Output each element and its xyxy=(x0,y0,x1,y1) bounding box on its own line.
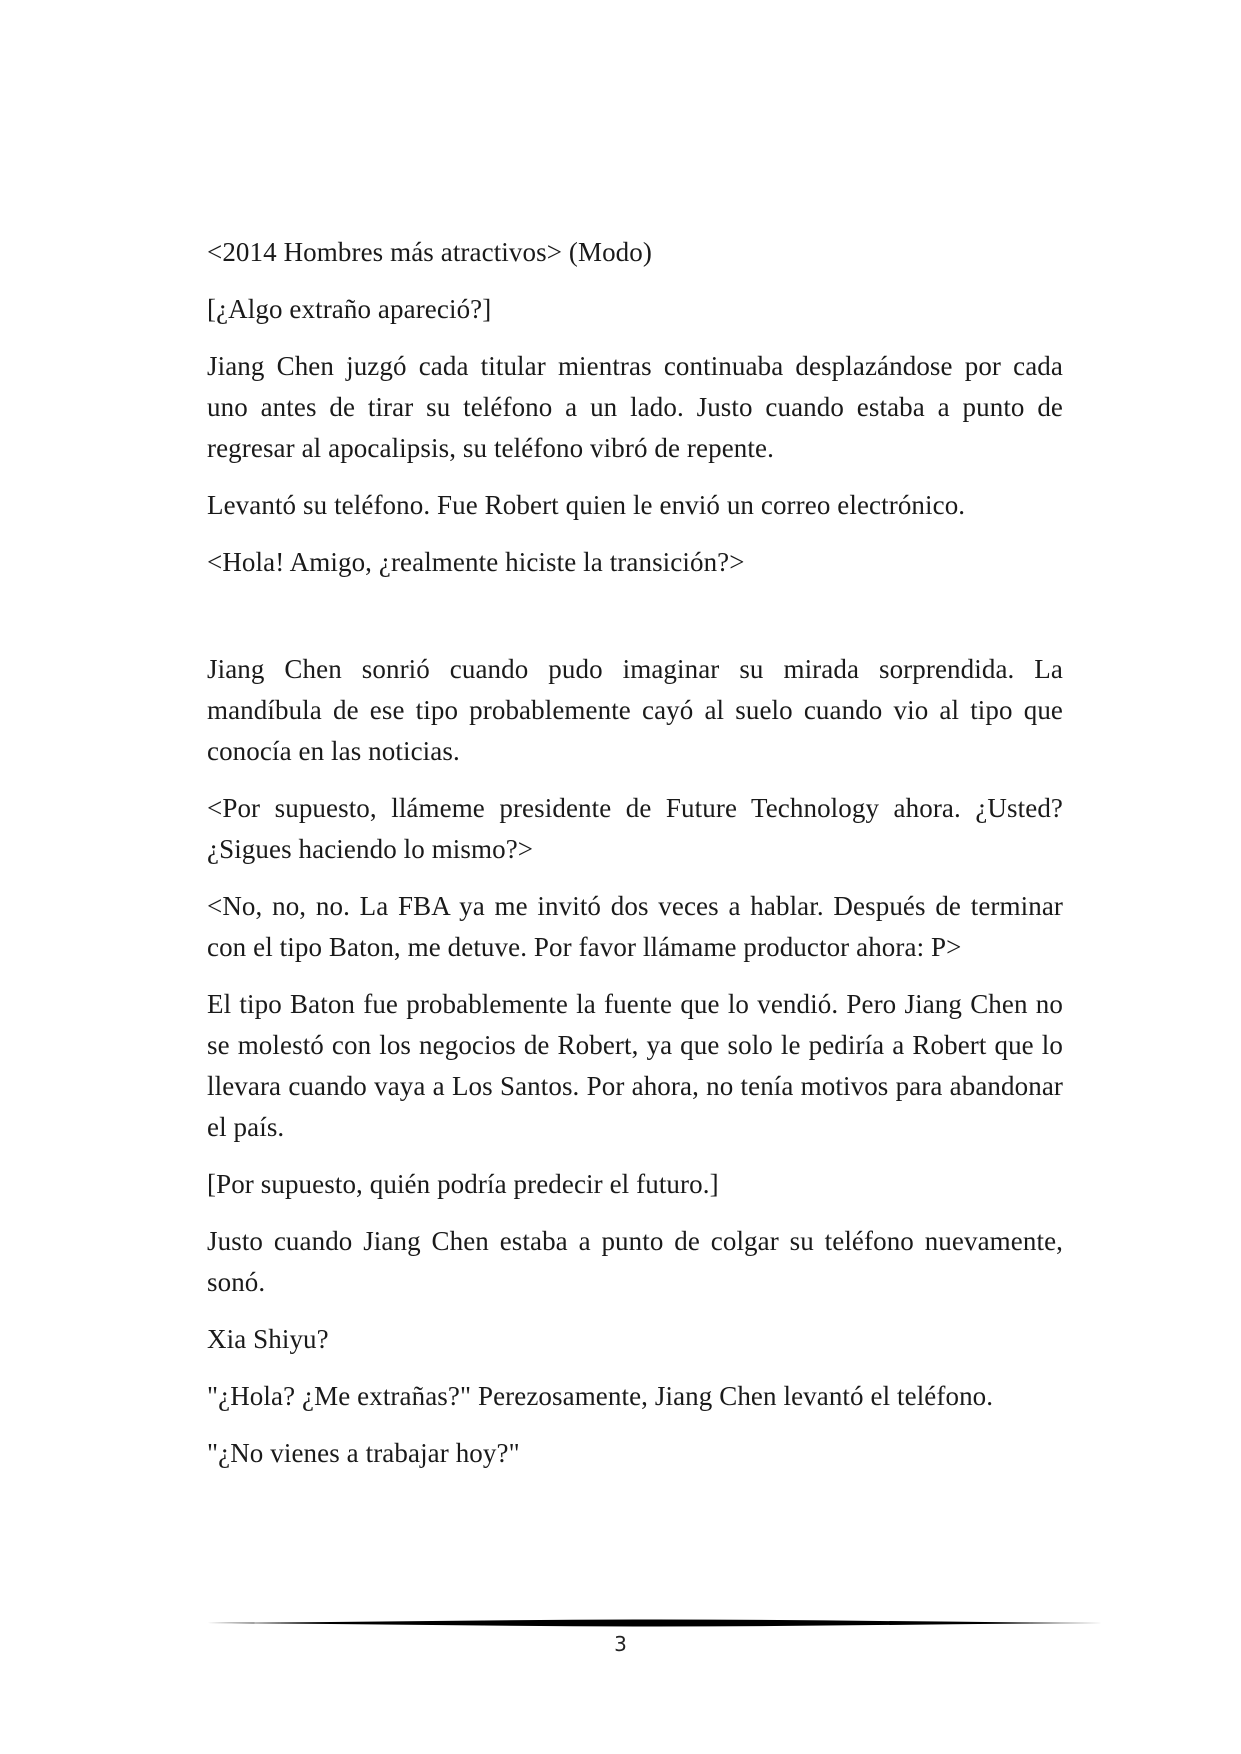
paragraph: Jiang Chen sonrió cuando pudo imaginar su mirada sorprendida. La mandíbula de ese tipo probablemente cayó al suelo cuando vio al tipo que conocía en las noticias. xyxy=(207,654,1063,766)
paragraph: Xia Shiyu? xyxy=(207,1324,329,1354)
paragraph-system-note: [¿Algo extraño apareció?] xyxy=(207,294,492,324)
paragraph-message: <Por supuesto, llámeme presidente de Future Technology ahora. ¿Usted? ¿Sigues haciendo lo mismo?> xyxy=(207,793,1063,864)
paragraph: Justo cuando Jiang Chen estaba a punto de colgar su teléfono nuevamente, sonó. xyxy=(207,1226,1063,1297)
section-gap xyxy=(207,599,1063,649)
paragraph: Jiang Chen juzgó cada titular mientras continuaba desplazándose por cada uno antes de tirar su teléfono a un lado. Justo cuando estaba a punto de regresar al apocalipsis, su teléfono vibró de repente. xyxy=(207,351,1063,463)
paragraph: El tipo Baton fue probablemente la fuente que lo vendió. Pero Jiang Chen no se molestó con los negocios de Robert, ya que solo le pediría a Robert que lo llevara cuando vaya a Los Santos. Por ahora, no tenía motivos para abandonar el país. xyxy=(207,989,1063,1142)
paragraph-message: <Hola! Amigo, ¿realmente hiciste la transición?> xyxy=(207,547,745,577)
paragraph-system-note: [Por supuesto, quién podría predecir el futuro.] xyxy=(207,1169,719,1199)
paragraph-heading: <2014 Hombres más atractivos> (Modo) xyxy=(207,237,652,267)
body-text xyxy=(207,232,1063,1490)
paragraph-message: <No, no, no. La FBA ya me invitó dos veces a hablar. Después de terminar con el tipo Baton, me detuve. Por favor llámame productor ahora: P> xyxy=(207,891,1063,962)
footer-divider xyxy=(207,1618,1103,1628)
paragraph-dialogue: "¿Hola? ¿Me extrañas?" Perezosamente, Jiang Chen levantó el teléfono. xyxy=(207,1381,994,1411)
page-number: 3 xyxy=(614,1632,627,1656)
paragraph-dialogue: "¿No vienes a trabajar hoy?" xyxy=(207,1438,520,1468)
paragraph: Levantó su teléfono. Fue Robert quien le envió un correo electrónico. xyxy=(207,490,966,520)
